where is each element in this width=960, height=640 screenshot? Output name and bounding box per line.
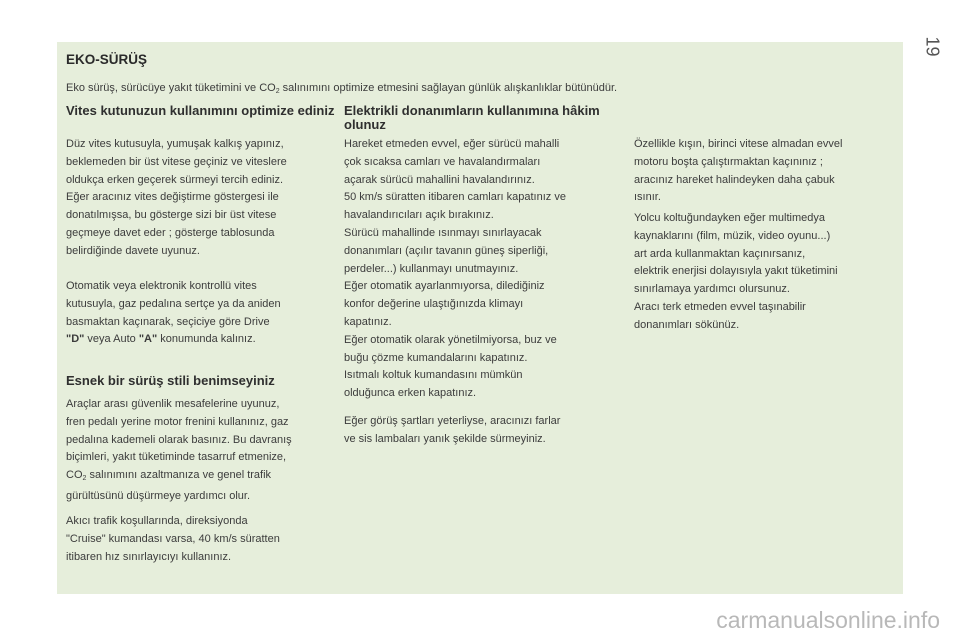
heading-gearbox: Vites kutunuzun kullanımını optimize ediniz [66, 103, 335, 118]
paragraph-winter-idle: Özellikle kışın, birinci vitese almadan evvel motoru boşta çalıştırmaktan kaçınınız ; aracınız hareket halindeyken daha çabuk ısınır. [634, 138, 843, 204]
paragraph-automatic-gearbox: Otomatik veya elektronik kontrollü vites kutusuyla, gaz pedalına sertçe ya da aniden basmaktan kaçınarak, seçiciye göre Drive "D" veya Auto "A" konumunda kalınız. [66, 280, 281, 346]
paragraph-manual-gearbox: Düz vites kutusuyla, yumuşak kalkış yapınız, beklemeden bir üst vitese geçiniz ve viteslere oldukça erken geçerek sürmeyi tercih ediniz. Eğer aracınız vites değiştirme göstergesi ile donatılmışsa, bu gösterge sizi bir üst vitese geçmeye davet eder ; gösterge tablosunda belirdiğinde davete uyunuz. [66, 138, 287, 257]
watermark: carmanualsonline.info [716, 607, 940, 633]
paragraph-ventilation: Hareket etmeden evvel, eğer sürücü mahalli çok sıcaksa camları ve havalandırmaları açarak sürücü mahallini havalandırınız. 50 km/s süratten itibaren camları kapatınız ve havalandırıcıları açık bırakınız. Sürücü mahallinde ısınmayı sınırlayacak donanımları (açılır tavanın güneş siperliği, perdeler...) kullanmayı unutmayınız. Eğer otomatik ayarlanmıyorsa, dilediğiniz konfor değerine ulaştığınızda klimayı kapatınız. Eğer otomatik olarak yönetilmiyorsa, buz ve buğu çözme kumandalarını kapatınız. Isıtmalı koltuk kumandasını mümkün olduğunca erken kapatınız. [344, 138, 566, 400]
heading-flexible-driving: Esnek bir sürüş stili benimseyiniz [66, 373, 275, 388]
paragraph-multimedia: Yolcu koltuğundayken eğer multimedya kaynaklarını (film, müzik, video oyunu...) art arda kullanmaktan kaçınırsanız, elektrik enerjisi dolayısıyla yakıt tüketimini sınırlamaya yardımcı olursunuz. Aracı terk etmeden evvel taşınabilir donanımları sökünüz. [634, 212, 838, 331]
intro-text: Eko sürüş, sürücüye yakıt tüketimini ve $CO_2$ salınımını optimize etmesini sağlayan günlük alışkanlıklar bütünüdür. [66, 82, 618, 95]
heading-electrical-equipment: Elektrikli donanımların kullanımına hâkim olunuz [344, 103, 600, 132]
page-title: EKO-SÜRÜŞ [66, 52, 148, 67]
paragraph-cruise-control: Akıcı trafik koşullarında, direksiyonda "Cruise" kumandası varsa, 40 km/s süratten itibaren hız sınırlayıcıyı kullanınız. [66, 515, 280, 563]
paragraph-safety-distance: Araçlar arası güvenlik mesafelerine uyunuz, fren pedalı yerine motor frenini kullanınız, gaz pedalına kademeli olarak basınız. Bu davranış biçimleri, yakıt tüketiminde tasarruf etmenize, $CO_2$ salınımını azaltmanıza ve genel trafik gürültüsünü düşürmeye yardımcı olur. [66, 398, 292, 502]
paragraph-lights: Eğer görüş şartları yeterliyse, aracınızı farlar ve sis lambaları yanık şekilde sürmeyiniz. [344, 415, 561, 445]
page-number: 19 [922, 36, 943, 57]
